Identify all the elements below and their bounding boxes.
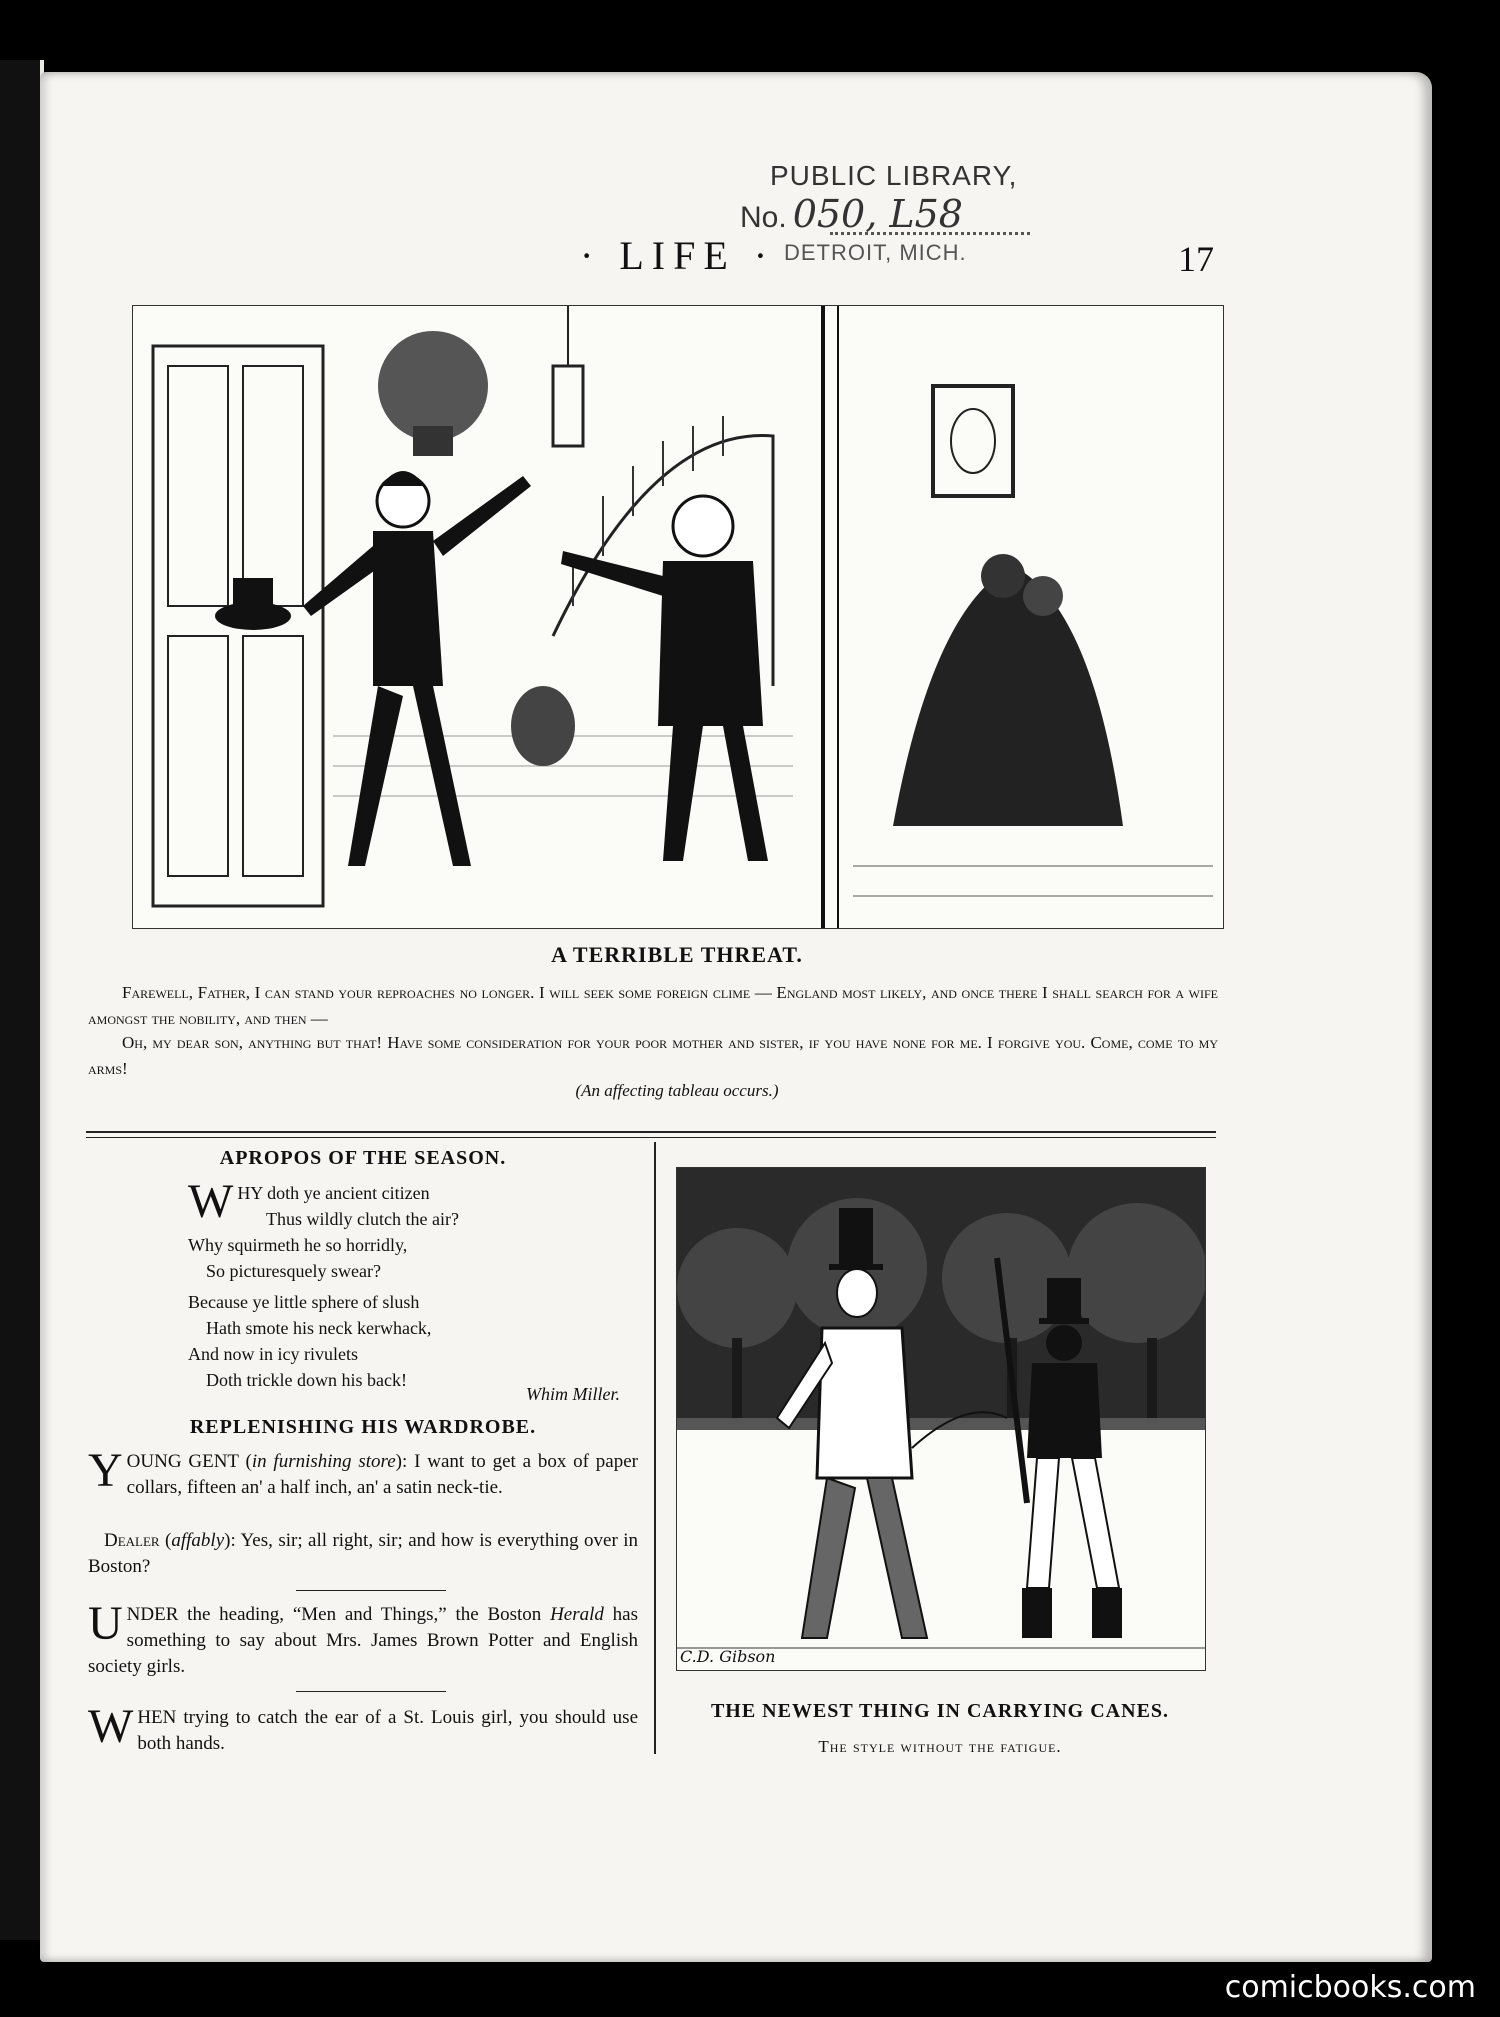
poem-stanza-2	[188, 1289, 608, 1393]
wardrobe-title: REPLENISHING HIS WARDROBE.	[189, 1416, 537, 1438]
page-number: 17	[1178, 239, 1214, 279]
terrible-threat-drawing	[133, 306, 1223, 928]
column-divider	[654, 1142, 656, 1754]
stamp-no-label: No.	[740, 201, 787, 234]
masthead-title: · LIFE ·	[580, 233, 776, 278]
stamp-line-number	[740, 192, 963, 236]
canes-title: THE NEWEST THING IN CARRYING CANES.	[710, 1700, 1170, 1722]
stamp-line-library: PUBLIC LIBRARY,	[770, 160, 1018, 191]
poem-line-3: Why squirmeth he so horridly,	[188, 1235, 408, 1255]
canes-drawing	[677, 1168, 1205, 1670]
poem-stanza-1	[188, 1175, 608, 1284]
wardrobe-young-gent: YOUNG GENT (in furnishing store): I want to get a box of paper collars, fifteen an' a half inch, an' a satin neck-tie.	[88, 1444, 639, 1498]
poem-author: Whim Miller.	[526, 1384, 620, 1404]
poem-line-1: WHY doth ye ancient citizen	[188, 1175, 430, 1228]
stlouis-drop-cap: W	[88, 1700, 134, 1753]
short-rule-1	[296, 1590, 446, 1591]
library-stamp	[740, 160, 1040, 270]
binding-gutter	[0, 60, 44, 1940]
section-rule-top	[86, 1131, 1216, 1133]
poem-drop-cap: W	[188, 1175, 234, 1228]
short-rule-2	[296, 1691, 446, 1692]
poem-line-8: Doth trickle down his back!	[206, 1370, 407, 1390]
terrible-threat-son-speech: Farewell, Father, I can stand your reproaches no longer. I will seek some foreign clime — England most likely, and once there I shall search for a wife amongst the nobility, and then —	[88, 983, 1218, 1028]
wardrobe-drop-cap: Y	[88, 1444, 123, 1497]
stamp-no-value: 050, L58	[792, 192, 963, 236]
poem-line-2: Thus wildly clutch the air?	[266, 1209, 459, 1229]
terrible-threat-stage-note: (An affecting tableau occurs.)	[575, 1081, 779, 1100]
terrible-threat-illustration	[132, 305, 1224, 929]
watermark-text: comicbooks.com	[1224, 1970, 1476, 2005]
canes-signature: C.D. Gibson	[680, 1647, 776, 1666]
herald-paragraph: UNDER the heading, “Men and Things,” the Boston Herald has something to say about Mrs. James Brown Potter and English society girls.	[88, 1597, 639, 1677]
canes-illustration	[676, 1167, 1206, 1671]
herald-drop-cap: U	[88, 1597, 123, 1650]
terrible-threat-father-speech: Oh, my dear son, anything but that! Have some consideration for your poor mother and sister, if you have none for me. I forgive you. Come, come to my arms!	[88, 1033, 1218, 1078]
canes-subtitle: The style without the fatigue.	[818, 1737, 1062, 1756]
poem-title: APROPOS OF THE SEASON.	[219, 1147, 507, 1169]
poem-line-5: Because ye little sphere of slush	[188, 1292, 420, 1312]
poem-line-4: So picturesquely swear?	[206, 1261, 381, 1281]
terrible-threat-title: A TERRIBLE THREAT.	[551, 942, 803, 967]
poem-line-7: And now in icy rivulets	[188, 1344, 358, 1364]
poem-line-6: Hath smote his neck kerwhack,	[206, 1318, 432, 1338]
stamp-dotted-line	[830, 232, 1030, 235]
section-rule-bottom	[86, 1137, 1216, 1138]
stamp-line-city: DETROIT, MICH.	[784, 240, 967, 265]
wardrobe-dealer: Dealer (affably): Yes, sir; all right, sir; and how is everything over in Boston?	[88, 1530, 638, 1577]
stlouis-paragraph: WHEN trying to catch the ear of a St. Louis girl, you should use both hands.	[88, 1700, 638, 1754]
